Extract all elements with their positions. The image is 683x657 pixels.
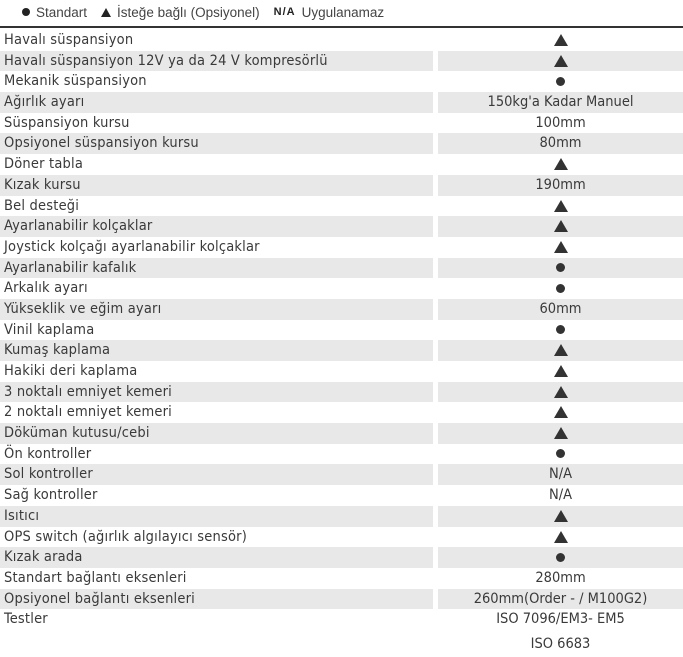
table-row [0, 30, 683, 51]
row-label: Bel desteği [4, 197, 80, 214]
row-value: 80mm [438, 133, 683, 154]
row-value: 260mm(Order - / M100G2) [438, 589, 683, 610]
optional-triangle-icon [554, 427, 568, 439]
row-label: 2 noktalı emniyet kemeri [4, 404, 172, 421]
row-label: Ayarlanabilir kafalık [0, 258, 433, 279]
row-label: Vinil kaplama [4, 321, 95, 338]
row-value [438, 423, 683, 444]
row-label: Opsiyonel bağlantı eksenleri [0, 589, 433, 610]
legend-optional-label: İsteğe bağlı (Opsiyonel) [117, 4, 260, 20]
row-value [438, 340, 683, 361]
table-row [0, 278, 683, 299]
row-label: Döküman kutusu/cebi [0, 423, 433, 444]
testler-extra-value: ISO 6683 [530, 636, 591, 652]
row-value [438, 527, 683, 548]
dot-icon [22, 8, 30, 16]
row-label: Ağırlık ayarı [0, 92, 433, 113]
row-value: 100mm [535, 114, 586, 131]
optional-triangle-icon [554, 406, 568, 418]
row-label: Ön kontroller [4, 445, 92, 462]
legend-standard [22, 5, 87, 20]
row-label: Opsiyonel süspansiyon kursu [0, 133, 433, 154]
optional-triangle-icon [554, 531, 568, 543]
table-row [0, 402, 683, 423]
row-value: N/A [548, 487, 573, 504]
row-value [438, 30, 683, 51]
row-value [438, 506, 683, 527]
row-value [438, 382, 683, 403]
table-row [0, 527, 683, 548]
optional-triangle-icon [554, 241, 568, 253]
table-row [0, 423, 683, 444]
table-row [0, 568, 683, 589]
row-value [438, 361, 683, 382]
legend-optional [101, 5, 260, 20]
table-row [0, 464, 683, 485]
row-value [438, 71, 683, 92]
table-row [0, 258, 683, 279]
optional-triangle-icon [554, 344, 568, 356]
row-value [438, 320, 683, 341]
row-value [438, 216, 683, 237]
row-value: 150kg'a Kadar Manuel [438, 92, 683, 113]
row-value [438, 196, 683, 217]
row-value [438, 444, 683, 465]
row-label: Standart bağlantı eksenleri [4, 569, 187, 586]
row-value [438, 547, 683, 568]
row-label: Havalı süspansiyon [4, 32, 134, 48]
row-label: Ayarlanabilir kolçaklar [0, 216, 433, 237]
row-label: Süspansiyon kursu [4, 114, 130, 131]
row-label: Döner tabla [4, 156, 84, 173]
table-row [0, 609, 683, 630]
standard-dot-icon [556, 325, 565, 334]
row-value [438, 402, 683, 423]
row-label: Kızak kursu [0, 175, 433, 196]
table-row [0, 71, 683, 92]
standard-dot-icon [556, 449, 565, 458]
table-row [0, 113, 683, 134]
table-row [0, 361, 683, 382]
row-label: Kızak arada [0, 547, 433, 568]
legend-na [274, 5, 385, 20]
legend-na-label: Uygulanamaz [301, 4, 385, 20]
optional-triangle-icon [554, 34, 568, 46]
row-label: Arkalık ayarı [4, 280, 88, 297]
row-label: Joystick kolçağı ayarlanabilir kolçaklar [4, 238, 260, 255]
standard-dot-icon [556, 263, 565, 272]
na-symbol: N/A [273, 6, 296, 18]
optional-triangle-icon [554, 158, 568, 170]
legend [22, 1, 398, 23]
row-label: Isıtıcı [0, 506, 433, 527]
divider [0, 26, 683, 28]
row-value: ISO 7096/EM3- EM5 [496, 611, 625, 628]
table-row [0, 175, 683, 196]
optional-triangle-icon [554, 200, 568, 212]
row-label: Sol kontroller [0, 464, 433, 485]
table-row [0, 382, 683, 403]
standard-dot-icon [556, 284, 565, 293]
optional-triangle-icon [554, 220, 568, 232]
row-label: Mekanik süspansiyon [4, 73, 147, 90]
table-row [0, 547, 683, 568]
row-value [438, 258, 683, 279]
table-row [0, 92, 683, 113]
row-value [438, 237, 683, 258]
triangle-icon [101, 8, 111, 17]
optional-triangle-icon [554, 386, 568, 398]
optional-triangle-icon [554, 365, 568, 377]
row-value: 60mm [438, 299, 683, 320]
table-row [0, 133, 683, 154]
row-value [438, 278, 683, 299]
row-label: Havalı süspansiyon 12V ya da 24 V kompresörlü [0, 51, 433, 72]
row-value [438, 154, 683, 175]
spec-table [0, 30, 683, 630]
row-label: OPS switch (ağırlık algılayıcı sensör) [4, 528, 247, 545]
row-value: 190mm [438, 175, 683, 196]
table-row [0, 589, 683, 610]
standard-dot-icon [556, 77, 565, 86]
row-label: Hakiki deri kaplama [4, 363, 138, 379]
table-row [0, 216, 683, 237]
row-label: Testler [4, 611, 48, 628]
table-row [0, 506, 683, 527]
table-row [0, 340, 683, 361]
table-row [0, 299, 683, 320]
row-label: Yükseklik ve eğim ayarı [0, 299, 433, 320]
optional-triangle-icon [554, 510, 568, 522]
table-row [0, 320, 683, 341]
optional-triangle-icon [554, 55, 568, 67]
standard-dot-icon [556, 553, 565, 562]
table-row [0, 51, 683, 72]
row-label: Sağ kontroller [4, 487, 98, 504]
row-value: 280mm [535, 569, 586, 586]
table-row [0, 196, 683, 217]
table-row [0, 154, 683, 175]
table-row [0, 485, 683, 506]
row-value [438, 51, 683, 72]
legend-standard-label: Standart [36, 4, 88, 20]
row-value: N/A [438, 464, 683, 485]
row-label: Kumaş kaplama [0, 340, 433, 361]
table-row [0, 237, 683, 258]
table-row [0, 444, 683, 465]
row-label: 3 noktalı emniyet kemeri [0, 382, 433, 403]
